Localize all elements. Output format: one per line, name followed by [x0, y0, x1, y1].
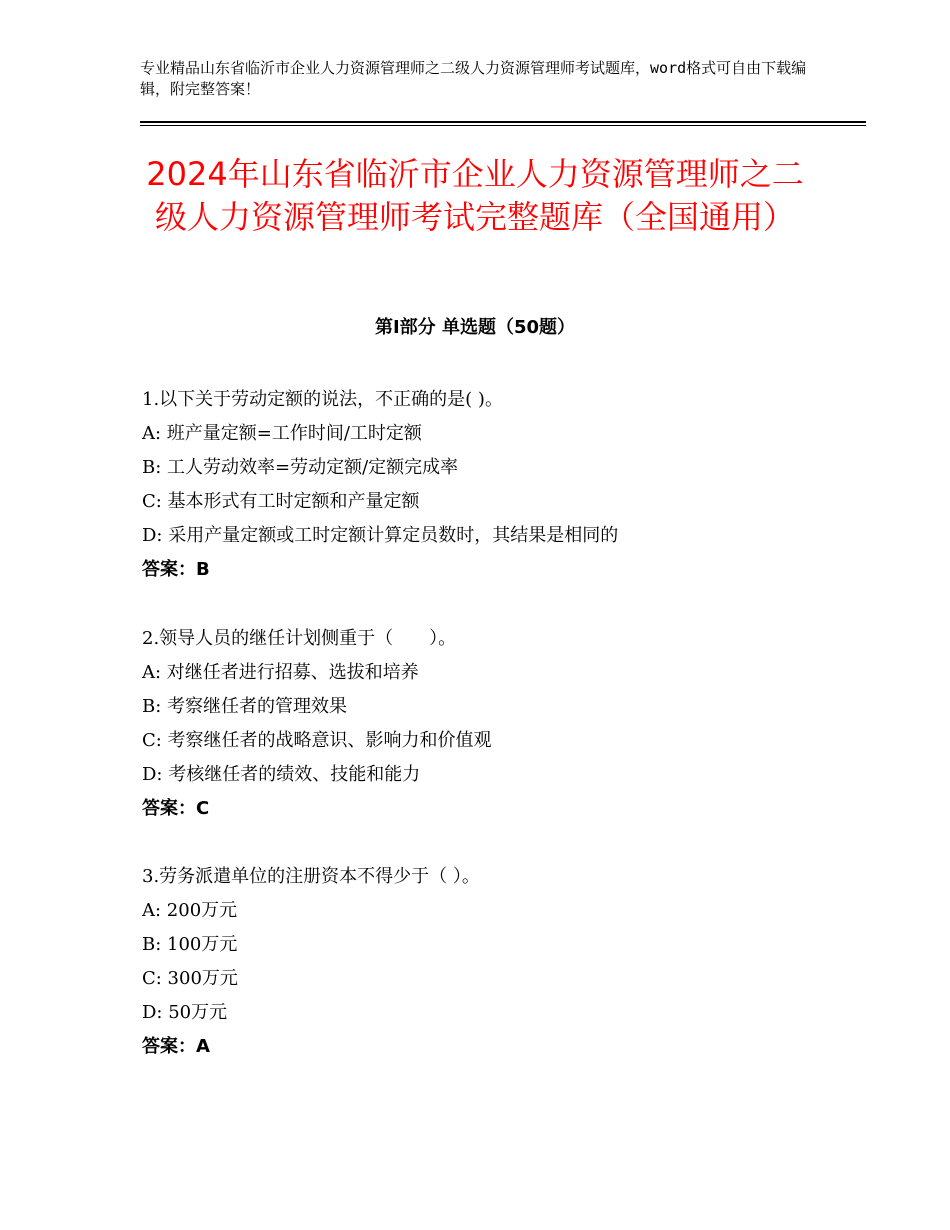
- option-b: B: 考察继任者的管理效果: [142, 696, 348, 717]
- header-divider-thin: [140, 125, 866, 126]
- question-2: [142, 622, 842, 826]
- option-c: C: 300万元: [142, 968, 238, 989]
- question-stem: 3.劳务派遣单位的注册资本不得少于（ ）。: [142, 866, 480, 887]
- section-title: 第Ⅰ部分 单选题（50题）: [374, 317, 575, 338]
- question-3: [142, 860, 842, 1064]
- option-c: C: 考察继任者的战略意识、影响力和价值观: [142, 730, 492, 751]
- option-b: B: 工人劳动效率=劳动定额/定额完成率: [142, 457, 459, 478]
- option-d: D: 采用产量定额或工时定额计算定员数时，其结果是相同的: [142, 525, 619, 546]
- option-a: A: 200万元: [142, 900, 238, 921]
- answer: 答案：C: [142, 798, 210, 819]
- option-d: D: 50万元: [142, 1002, 228, 1023]
- answer: 答案：B: [142, 559, 210, 580]
- answer: 答案：A: [142, 1036, 210, 1057]
- option-d: D: 考核继任者的绩效、技能和能力: [142, 764, 421, 785]
- header-divider-thick: [140, 121, 866, 123]
- document-title: 2024年山东省临沂市企业人力资源管理师之二级人力资源管理师考试完整题库（全国通用）: [146, 155, 804, 236]
- question-stem: 1.以下关于劳动定额的说法，不正确的是( )。: [142, 389, 503, 410]
- option-a: A: 班产量定额=工作时间/工时定额: [142, 423, 422, 444]
- option-c: C: 基本形式有工时定额和产量定额: [142, 491, 420, 512]
- question-1: [142, 383, 842, 587]
- option-b: B: 100万元: [142, 934, 238, 955]
- option-a: A: 对继任者进行招募、选拔和培养: [142, 662, 419, 683]
- question-stem: 2.领导人员的继任计划侧重于（ ）。: [142, 628, 457, 649]
- header-note: 专业精品山东省临沂市企业人力资源管理师之二级人力资源管理师考试题库，word格式可自由下载编辑，附完整答案！: [140, 59, 807, 98]
